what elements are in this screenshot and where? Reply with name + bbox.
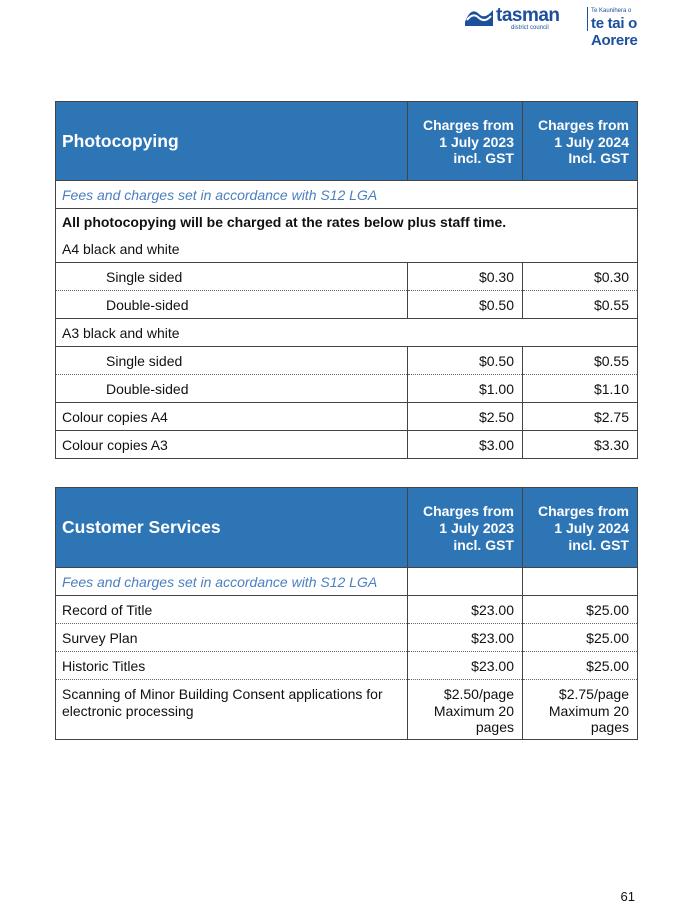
charge-2024: $0.30 [523, 263, 638, 291]
council-logo [463, 4, 663, 49]
charge-2023: $0.50 [408, 347, 523, 375]
charge-2024: $3.30 [523, 431, 638, 459]
table-row [56, 291, 638, 319]
fees-note-row [56, 568, 638, 596]
charges-2024-header: Charges from 1 July 2024 incl. GST [523, 488, 638, 568]
charge-2024: $0.55 [523, 291, 638, 319]
charges-2023-header: Charges from 1 July 2023 incl. GST [408, 488, 523, 568]
charge-2024: $0.55 [523, 347, 638, 375]
charge-2023: $23.00 [408, 652, 523, 680]
table-row [56, 347, 638, 375]
intro-row [56, 209, 638, 236]
row-label: Colour copies A3 [56, 431, 408, 459]
table-row [56, 431, 638, 459]
charge-2024: $2.75/page Maximum 20 pages [523, 680, 638, 740]
empty-cell [523, 568, 638, 596]
photocopying-table [55, 101, 638, 459]
table-row [56, 624, 638, 652]
table-row [56, 596, 638, 624]
row-label: Single sided [56, 263, 408, 291]
logo-divider [587, 7, 588, 31]
table-row [56, 263, 638, 291]
charge-2024: $2.75 [523, 403, 638, 431]
intro-text: All photocopying will be charged at the rates below plus staff time. [56, 209, 638, 236]
logo-subtitle: district council [511, 25, 549, 31]
row-label: Colour copies A4 [56, 403, 408, 431]
table-header-row [56, 488, 638, 568]
table-title: Photocopying [56, 102, 408, 181]
table-row [56, 680, 638, 740]
table-row [56, 652, 638, 680]
charge-2024: $25.00 [523, 624, 638, 652]
table-row [56, 403, 638, 431]
charge-2023: $23.00 [408, 624, 523, 652]
charge-2023: $0.50 [408, 291, 523, 319]
fees-note: Fees and charges set in accordance with S12 LGA [56, 181, 638, 209]
logo-name: tasman [496, 5, 560, 26]
charge-2023: $23.00 [408, 596, 523, 624]
charge-2023: $1.00 [408, 375, 523, 403]
row-label: Record of Title [56, 596, 408, 624]
a3-heading-row [56, 319, 638, 347]
table-title: Customer Services [56, 488, 408, 568]
charge-2024: $25.00 [523, 596, 638, 624]
logo-maori-name: te tai o Aorere [591, 15, 638, 49]
table-row [56, 375, 638, 403]
customer-services-table [55, 487, 638, 740]
charges-2024-header: Charges from 1 July 2024 Incl. GST [523, 102, 638, 181]
row-label: Historic Titles [56, 652, 408, 680]
charge-2023: $0.30 [408, 263, 523, 291]
row-label: Double-sided [56, 291, 408, 319]
charges-2023-header: Charges from 1 July 2023 incl. GST [408, 102, 523, 181]
a4-heading: A4 black and white [56, 235, 638, 263]
fees-note-row [56, 181, 638, 209]
charge-2023: $2.50/page Maximum 20 pages [408, 680, 523, 740]
a3-heading: A3 black and white [56, 319, 638, 347]
row-label: Double-sided [56, 375, 408, 403]
row-label: Survey Plan [56, 624, 408, 652]
table-header-row [56, 102, 638, 181]
empty-cell [408, 568, 523, 596]
row-label: Scanning of Minor Building Consent applications for electronic processing [56, 680, 408, 740]
charge-2023: $2.50 [408, 403, 523, 431]
a4-heading-row [56, 235, 638, 263]
charge-2024: $25.00 [523, 652, 638, 680]
charge-2024: $1.10 [523, 375, 638, 403]
row-label: Single sided [56, 347, 408, 375]
tasman-wave-icon [463, 4, 495, 32]
fees-note: Fees and charges set in accordance with S12 LGA [56, 568, 408, 596]
page-number: 61 [620, 889, 635, 904]
charge-2023: $3.00 [408, 431, 523, 459]
logo-maori-small: Te Kaunihera o [591, 8, 632, 14]
